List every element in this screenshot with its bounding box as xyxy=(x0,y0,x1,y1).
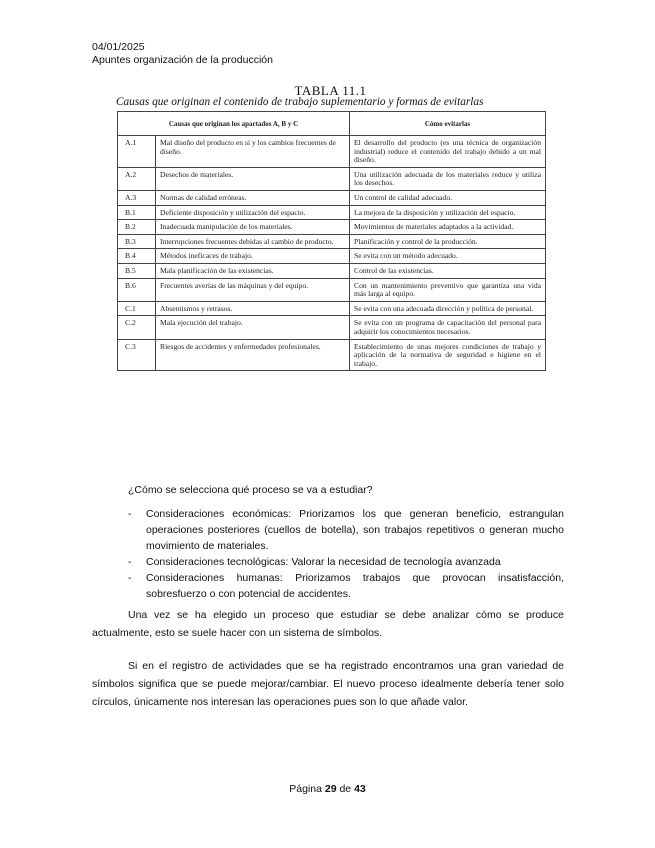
bullet-marker: - xyxy=(128,508,132,520)
table-header-row xyxy=(118,112,546,136)
list-item-text: Consideraciones tecnológicas: Valorar la necesidad de tecnología avanzada xyxy=(146,556,501,568)
row-fix: Un control de calidad adecuado. xyxy=(350,190,546,205)
col-header-causes: Causas que originan los apartados A, B y C xyxy=(118,112,350,136)
row-fix: Una utilización adecuada de los materiales reduce y utiliza los desechos. xyxy=(350,167,546,190)
causes-table xyxy=(117,111,546,371)
row-code: A.3 xyxy=(118,190,156,205)
row-code: B.6 xyxy=(118,278,156,301)
table-row xyxy=(118,316,546,339)
page-of-label: de xyxy=(339,783,352,795)
list-item xyxy=(128,554,564,570)
section-question: ¿Cómo se selecciona qué proceso se va a estudiar? xyxy=(128,484,373,496)
row-cause: Inadecuada manipulación de los materiales. xyxy=(156,220,350,235)
list-item xyxy=(128,570,564,602)
page-label: Página xyxy=(289,783,322,795)
considerations-list xyxy=(128,506,564,602)
row-code: B.2 xyxy=(118,220,156,235)
row-code: C.3 xyxy=(118,339,156,371)
row-code: B.4 xyxy=(118,249,156,264)
row-fix: Se evita con una adecuada dirección y política de personal. xyxy=(350,301,546,316)
row-fix: El desarrollo del producto (es una técnica de organización industrial) reduce el contenido del trabajo debido a un mal diseño. xyxy=(350,136,546,168)
list-item xyxy=(128,506,564,554)
row-code: B.5 xyxy=(118,263,156,278)
bullet-marker: - xyxy=(128,572,132,584)
paragraph-registry: Si en el registro de actividades que se ha registrado encontramos una gran variedad de símbolos significa que se puede mejorar/cambiar. El nuevo proceso idealmente debería tener solo círculos, únicamente nos interesan las operaciones pues son lo que añade valor. xyxy=(92,660,564,708)
paragraph-symbols: Una vez se ha elegido un proceso que estudiar se debe analizar cómo se produce actualmente, esto se suele hacer con un sistema de símbolos. xyxy=(92,609,564,639)
scanned-table-figure xyxy=(110,83,551,475)
table-row xyxy=(118,190,546,205)
header-date: 04/01/2025 xyxy=(92,41,145,53)
table-row xyxy=(118,339,546,371)
page-current: 29 xyxy=(324,783,337,795)
table-subtitle: Causas que originan el contenido de trabajo suplementario y formas de evitarlas xyxy=(116,96,484,108)
table-row xyxy=(118,136,546,168)
row-cause: Absentismos y retrasos. xyxy=(156,301,350,316)
row-fix: Control de las existencias. xyxy=(350,263,546,278)
list-item-text: Consideraciones económicas: Priorizamos los que generan beneficio, estrangulan operaciones posteriores (cuellos de botella), son trabajos repetitivos o generan mucho movimiento de materiales. xyxy=(146,508,564,552)
table-row xyxy=(118,263,546,278)
table-row xyxy=(118,249,546,264)
row-cause: Deficiente disposición y utilización del espacio. xyxy=(156,205,350,220)
row-cause: Mal diseño del producto en sí y los cambios frecuentes de diseño. xyxy=(156,136,350,168)
page-total: 43 xyxy=(354,783,366,795)
row-code: A.2 xyxy=(118,167,156,190)
table-row xyxy=(118,278,546,301)
row-code: B.3 xyxy=(118,234,156,249)
table-row xyxy=(118,167,546,190)
row-cause: Mala ejecución del trabajo. xyxy=(156,316,350,339)
row-fix: Se evita con un programa de capacitación del personal para adquirir los conocimientos necesarios. xyxy=(350,316,546,339)
table-row xyxy=(118,220,546,235)
row-code: C.2 xyxy=(118,316,156,339)
table-title: TABLA 11.1 xyxy=(294,83,367,98)
row-cause: Frecuentes averías de las máquinas y del equipo. xyxy=(156,278,350,301)
row-cause: Interrupciones frecuentes debidas al cambio de producto. xyxy=(156,234,350,249)
row-code: A.1 xyxy=(118,136,156,168)
list-item-text: Consideraciones humanas: Priorizamos trabajos que provocan insatisfacción, sobresfuerzo o con potencial de accidentes. xyxy=(146,572,564,600)
row-fix: Con un mantenimiento preventivo que garantiza una vida más larga al equipo. xyxy=(350,278,546,301)
row-code: B.1 xyxy=(118,205,156,220)
table-row xyxy=(118,205,546,220)
table-row xyxy=(118,234,546,249)
page-footer xyxy=(0,783,655,795)
row-fix: Movimientos de materiales adaptados a la actividad. xyxy=(350,220,546,235)
table-row xyxy=(118,301,546,316)
row-cause: Métodos ineficaces de trabajo. xyxy=(156,249,350,264)
row-fix: Planificación y control de la producción. xyxy=(350,234,546,249)
header-title: Apuntes organización de la producción xyxy=(92,54,273,66)
row-fix: Se evita con un método adecuado. xyxy=(350,249,546,264)
row-fix: La mejora de la disposición y utilización del espacio. xyxy=(350,205,546,220)
col-header-fix: Cómo evitarlas xyxy=(350,112,546,136)
row-fix: Establecimiento de unas mejores condiciones de trabajo y aplicación de la normativa de seguridad e higiene en el trabajo. xyxy=(350,339,546,371)
row-cause: Riesgos de accidentes y enfermedades profesionales. xyxy=(156,339,350,371)
row-cause: Mala planificación de las existencias. xyxy=(156,263,350,278)
row-code: C.1 xyxy=(118,301,156,316)
row-cause: Desechos de materiales. xyxy=(156,167,350,190)
bullet-marker: - xyxy=(128,556,132,568)
row-cause: Normas de calidad erróneas. xyxy=(156,190,350,205)
